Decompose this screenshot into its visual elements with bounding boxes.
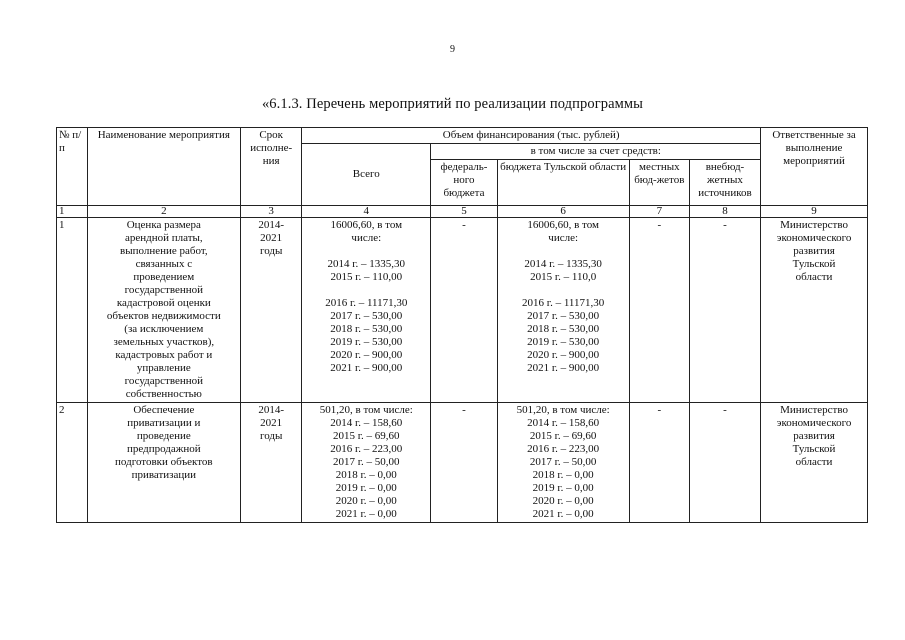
header-term: Срок исполне-ния [241, 128, 302, 206]
page-number: 9 [450, 44, 455, 55]
row-num: 2 [57, 403, 88, 523]
header-row-1 [57, 128, 868, 144]
cell-line: 2019 г. – 0,00 [335, 482, 397, 494]
header-num: № п/п [57, 128, 88, 206]
cell-line: 2017 г. – 530,00 [330, 310, 403, 322]
header-responsible: Ответственные за выполнение мероприятий [761, 128, 868, 206]
cell-line: 2016 г. – 223,00 [330, 443, 403, 455]
cell-line: 2018 г. – 0,00 [335, 469, 397, 481]
cell-line: Министерство [780, 404, 848, 416]
header-local: местных бюд-жетов [629, 160, 689, 206]
column-number: 9 [761, 206, 868, 218]
cell-line: 2017 г. – 530,00 [527, 310, 600, 322]
column-number: 3 [241, 206, 302, 218]
cell-line: 2016 г. – 11171,30 [325, 297, 408, 309]
cell-line: объектов недвижимости [106, 310, 221, 322]
cell-line: кадастровых работ и [115, 349, 213, 361]
cell-line: 2021 г. – 0,00 [335, 508, 397, 520]
column-number: 4 [302, 206, 431, 218]
row-regional [497, 218, 629, 403]
cell-line: 2018 г. – 530,00 [330, 323, 403, 335]
column-number: 8 [689, 206, 760, 218]
cell-line: государственной [124, 284, 204, 296]
cell-line: 2014 г. – 158,60 [330, 417, 403, 429]
column-number: 7 [629, 206, 689, 218]
cell-line: 501,20, в том числе: [319, 404, 413, 416]
row-num: 1 [57, 218, 88, 403]
row-name [87, 218, 241, 403]
cell-line: 2014 г. – 1335,30 [327, 258, 406, 270]
row-term [241, 403, 302, 523]
cell-line: 2015 г. – 110,00 [330, 271, 403, 283]
cell-line: числе: [351, 232, 382, 244]
cell-line: годы [259, 430, 283, 442]
row-total [302, 403, 431, 523]
cell-line: числе: [548, 232, 579, 244]
column-numbers-row [57, 206, 868, 218]
cell-line: 2014- [258, 404, 284, 416]
column-number: 1 [57, 206, 88, 218]
column-number: 2 [87, 206, 241, 218]
cell-line: 2020 г. – 900,00 [527, 349, 600, 361]
cell-line: развития [793, 430, 835, 442]
cell-line: государственной [124, 375, 204, 387]
cell-line: экономического [776, 417, 852, 429]
row-responsible [761, 218, 868, 403]
row-offbudget: - [689, 403, 760, 523]
cell-line: 2015 г. – 69,60 [529, 430, 597, 442]
cell-line: 501,20, в том числе: [516, 404, 610, 416]
column-number: 6 [497, 206, 629, 218]
header-offbudget: внебюд-жетных источников [689, 160, 760, 206]
cell-line: Оценка размера [126, 219, 201, 231]
cell-line: 2014 г. – 1335,30 [524, 258, 602, 270]
cell-line: 2018 г. – 0,00 [532, 469, 594, 481]
cell-line: 2021 г. – 900,00 [527, 362, 600, 374]
cell-line [304, 245, 428, 258]
cell-line: экономического [776, 232, 852, 244]
page-title: «6.1.3. Перечень мероприятий по реализации подпрограммы [261, 96, 644, 112]
cell-line [500, 245, 627, 258]
cell-line: Тульской [792, 443, 836, 455]
cell-line: годы [259, 245, 283, 257]
cell-line: выполнение работ, [120, 245, 208, 257]
cell-line: Обеспечение [133, 404, 195, 416]
cell-line: 2020 г. – 0,00 [532, 495, 594, 507]
cell-line: области [795, 271, 833, 283]
header-total: Всего [302, 144, 431, 206]
cell-line [500, 284, 627, 297]
cell-line: 2015 г. – 69,60 [333, 430, 400, 442]
cell-line: 2020 г. – 900,00 [330, 349, 403, 361]
header-including: в том числе за счет средств: [431, 144, 761, 160]
row-federal: - [431, 218, 497, 403]
cell-line: 16006,60, в том [527, 219, 599, 231]
cell-line: проведение [136, 430, 191, 442]
cell-line: проведением [133, 271, 195, 283]
cell-line: 2017 г. – 50,00 [529, 456, 597, 468]
row-offbudget: - [689, 218, 760, 403]
cell-line: управление [136, 362, 191, 374]
row-term [241, 218, 302, 403]
cell-line: 2015 г. – 110,0 [530, 271, 597, 283]
cell-line: 2019 г. – 530,00 [330, 336, 403, 348]
cell-line: 2016 г. – 11171,30 [522, 297, 605, 309]
row-name [87, 403, 241, 523]
cell-line: земельных участков), [113, 336, 215, 348]
row-local: - [629, 403, 689, 523]
header-financing: Объем финансирования (тыс. рублей) [302, 128, 761, 144]
header-name: Наименование мероприятия [87, 128, 241, 206]
row-total [302, 218, 431, 403]
header-regional: бюджета Тульской области [497, 160, 629, 206]
cell-line: 2018 г. – 530,00 [527, 323, 600, 335]
cell-line: области [795, 456, 833, 468]
measures-table [56, 127, 868, 523]
cell-line: 2017 г. – 50,00 [333, 456, 400, 468]
cell-line: 2021 г. – 900,00 [330, 362, 403, 374]
cell-line: приватизации [131, 469, 197, 481]
row-local: - [629, 218, 689, 403]
table-row [57, 218, 868, 403]
cell-line: 2019 г. – 530,00 [527, 336, 600, 348]
table-row [57, 403, 868, 523]
cell-line: арендной платы, [124, 232, 203, 244]
cell-line: предпродажной [127, 443, 201, 455]
cell-line: 2014 г. – 158,60 [527, 417, 600, 429]
header-federal: федераль-ного бюджета [431, 160, 497, 206]
cell-line: 2021 [260, 232, 283, 244]
cell-line: (за исключением [124, 323, 204, 335]
cell-line: собственностью [125, 388, 202, 400]
cell-line: связанных с [135, 258, 193, 270]
row-regional [497, 403, 629, 523]
cell-line: кадастровой оценки [116, 297, 211, 309]
column-number: 5 [431, 206, 497, 218]
cell-line: подготовки объектов [115, 456, 213, 468]
cell-line: 2019 г. – 0,00 [532, 482, 594, 494]
cell-line: 2014- [258, 219, 284, 231]
cell-line: 2021 г. – 0,00 [532, 508, 594, 520]
cell-line: Тульской [792, 258, 836, 270]
cell-line: приватизации и [127, 417, 201, 429]
row-federal: - [431, 403, 497, 523]
cell-line: 2020 г. – 0,00 [335, 495, 397, 507]
row-responsible [761, 403, 868, 523]
cell-line: 2021 [260, 417, 283, 429]
cell-line: развития [793, 245, 835, 257]
cell-line [304, 284, 428, 297]
cell-line: 16006,60, в том [330, 219, 403, 231]
cell-line: Министерство [780, 219, 848, 231]
cell-line: 2016 г. – 223,00 [527, 443, 600, 455]
